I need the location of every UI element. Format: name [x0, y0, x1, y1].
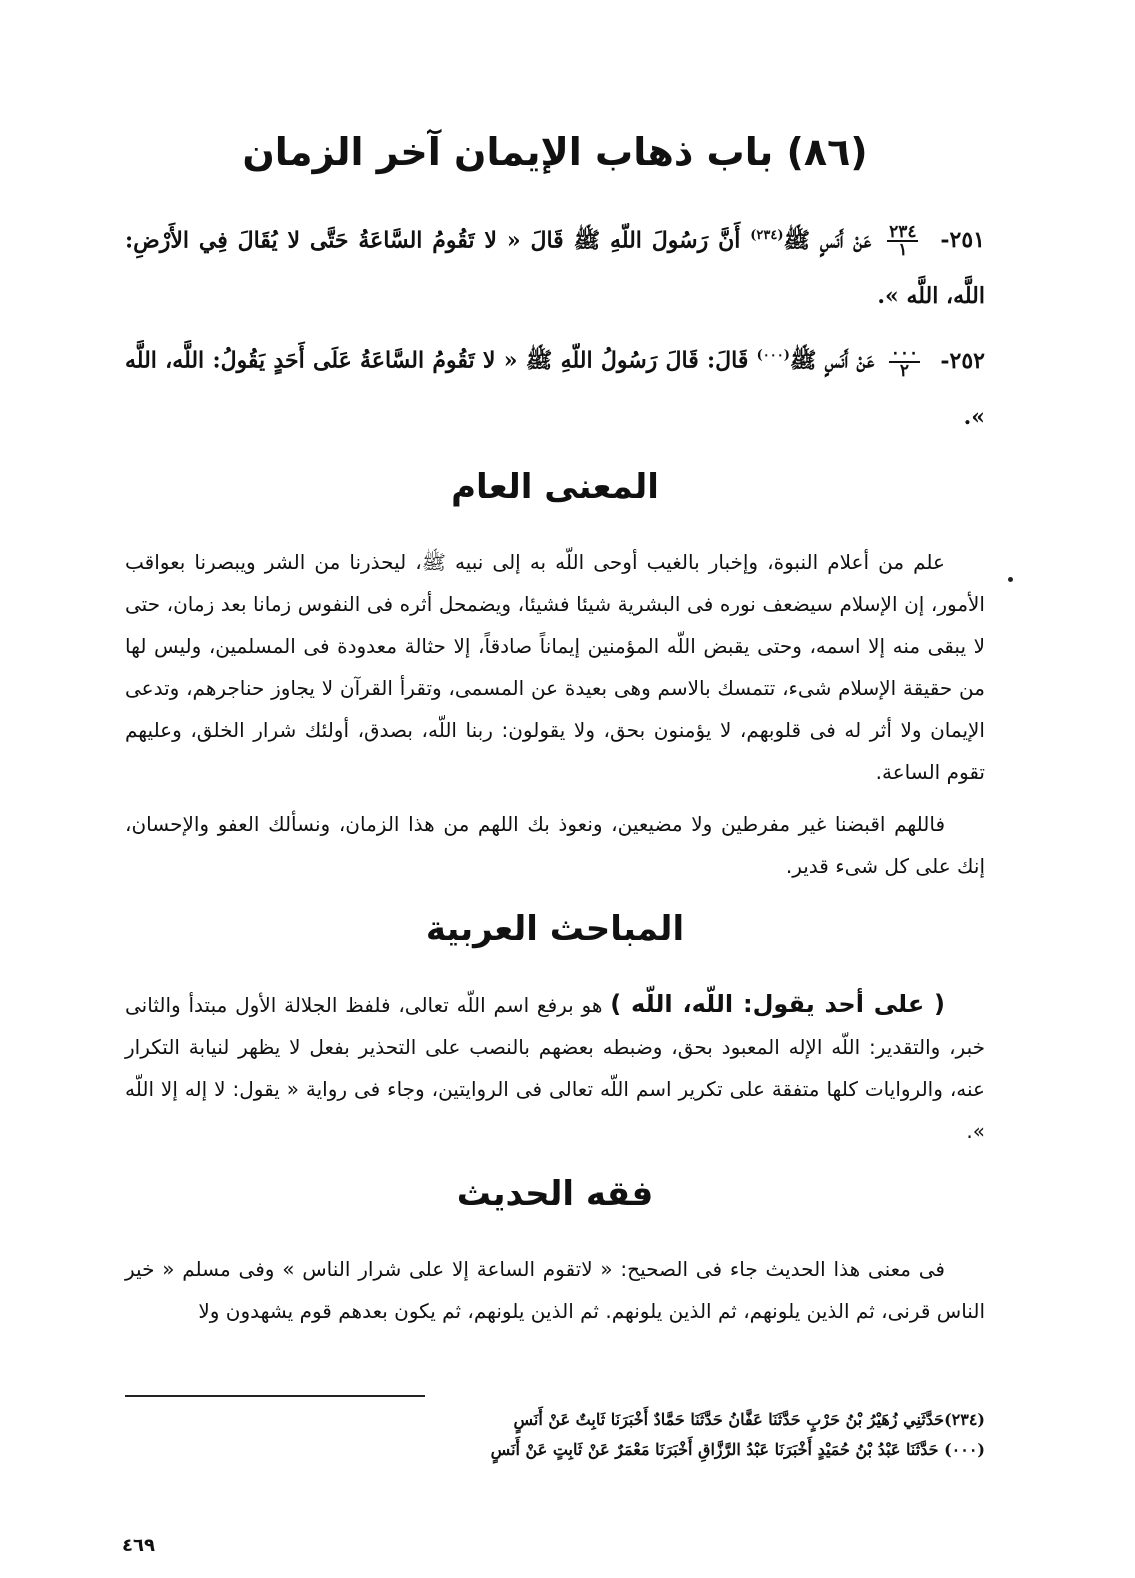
hadith-text: قَالَ: قَالَ رَسُولُ اللّهِ ﷺ « لا تَقُومُ السَّاعَةُ عَلَى أَحَدٍ يَقُولُ: اللَّه، اللَّه ».	[125, 347, 985, 430]
arabic-studies-paragraph	[125, 983, 985, 1152]
footnote-marker: (٢٣٤)	[750, 228, 784, 243]
hadith-text: أَنَّ رَسُولَ اللّهِ ﷺ قَالَ « لا تَقُومُ السَّاعَةُ حَتَّى لا يُقَالَ فِي الأَرْضِ: اللَّه، اللَّه ».	[125, 227, 985, 310]
footnote-marker: (٠٠٠)	[756, 348, 790, 364]
hadith-text-start: عَنْ أَنَسٍ ﷺ	[789, 347, 875, 374]
fiqh-paragraph: فى معنى هذا الحديث جاء فى الصحيح: « لاتقوم الساعة إلا على شرار الناس » وفى مسلم « خير الناس قرنى، ثم الذين يلونهم، ثم الذين يلونهم. ثم الذين يلونهم، ثم يكون بعدهم قوم يشهدون ولا	[125, 1256, 985, 1323]
reference-bottom: ٢	[899, 360, 909, 381]
hadith-number: ٢٥١-	[940, 227, 985, 254]
hadith-number: ٢٥٢-	[940, 347, 985, 374]
footnote-234: (٢٣٤)حَدَّثَنِي زُهَيْرُ بْنُ حَرْبٍ حَدَّثَنَا عَفَّانُ حَدَّثَنَا حَمَّادٌ أَخْبَرَنَا ثَابِتٌ عَنْ أَنَسٍ	[513, 1410, 985, 1429]
footnote-000: (٠٠٠) حَدَّثَنَا عَبْدُ بْنُ حُمَيْدٍ أَخْبَرَنَا عَبْدُ الرَّزَّاقِ أَخْبَرَنَا مَعْمَرٌ عَنْ ثَابِتٍ عَنْ أَنَسٍ	[490, 1440, 985, 1459]
general-meaning-paragraph: علم من أعلام النبوة، وإخبار بالغيب أوحى اللّه به إلى نبيه ﷺ، ليحذرنا من الشر ويبصرنا بعواقب الأمور، إن الإسلام سيضعف نوره فى البشرية شيئا فشيئا، ويضمحل أثره فى النفوس زمانا بعد زمان، حتى لا يبقى منه إلا اسمه، وحتى يقبض اللّه المؤمنين إيماناً صادقاً، إلا حثالة معدودة فى المسلمين، وليس لها من حقيقة الإسلام شىء، تتمسك بالاسم وهى بعيدة عن المسمى، وتقرأ القرآن لا يجاوز حناجرهم، وتدعى الإيمان ولا أثر له فى قلوبهم، لا يؤمنون بحق، ولا يقولون: ربنا اللّه، بصدق، أولئك شرار الخلق، وعليهم تقوم الساعة.	[125, 549, 985, 784]
hadith-252	[125, 328, 985, 444]
reference-top: ٠٠٠	[890, 342, 919, 363]
margin-dot	[1008, 577, 1013, 582]
hadith-251	[125, 208, 985, 324]
page-content	[125, 130, 985, 1342]
footnotes	[125, 1395, 985, 1465]
hadith-text-start: عَنْ أَنَسٍ ﷺ	[783, 227, 872, 254]
reference-top: ٢٣٤	[889, 222, 917, 243]
general-meaning-paragraph: فاللهم اقبضنا غير مفرطين ولا مضيعين، ونعوذ بك اللهم من هذا الزمان، ونسألك العفو والإحسان، إنك على كل شىء قدير.	[125, 811, 985, 878]
footnote-divider	[125, 1395, 985, 1405]
section-title-fiqh: فقه الحديث	[456, 1173, 654, 1214]
section-title-arabic-studies: المباحث العربية	[425, 908, 685, 949]
chapter-title: (٨٦) باب ذهاب الإيمان آخر الزمان	[242, 130, 868, 174]
hadith-reference	[887, 222, 918, 261]
hadith-reference	[889, 342, 920, 381]
reference-bottom: ١	[898, 240, 908, 261]
section-title-general-meaning: المعنى العام	[451, 466, 659, 507]
arabic-studies-text: هو برفع اسم اللّه تعالى، فلفظ الجلالة الأول مبتدأ والثانى خبر، والتقدير: اللّه الإله المعبود بحق، وضبطه بعضهم بالنصب على التحذير بفعل لا يظهر لنيابة التكرار عنه، والروايات كلها متفقة على تكرير اسم اللّه تعالى فى الروايتين، وجاء فى رواية « يقول: لا إله إلا اللّه ».	[125, 992, 985, 1143]
page-number: ٤٦٩	[122, 1535, 155, 1556]
lead-phrase: ( على أحد يقول: اللّه، اللّه )	[610, 989, 945, 1018]
